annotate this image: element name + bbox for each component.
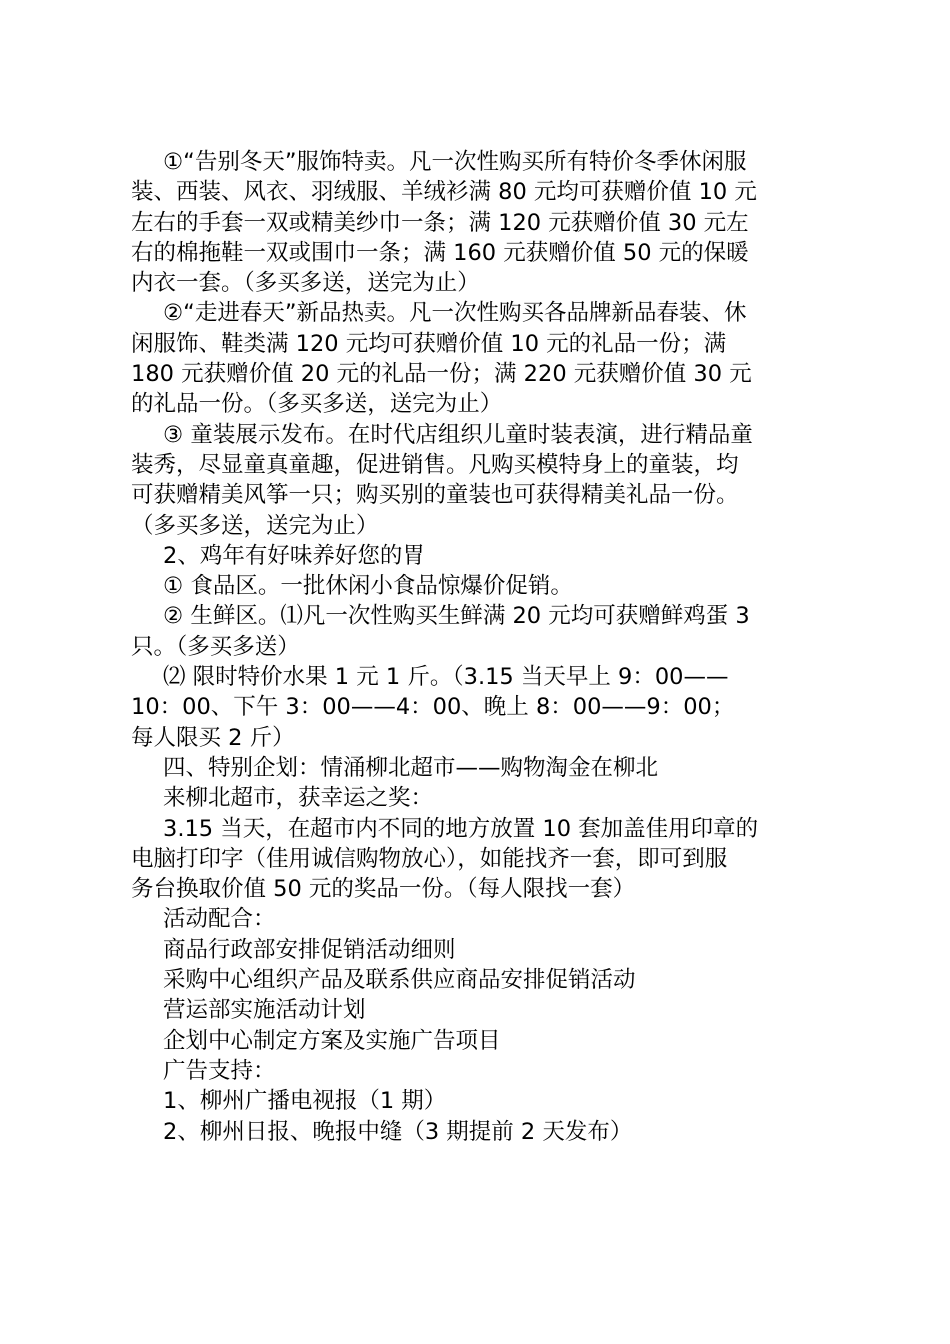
- lucky-detail-paragraph: [131, 814, 831, 905]
- ad-support-item: 2、柳州日报、晚报中缝（3 期提前 2 天发布）: [163, 1118, 633, 1145]
- text-line: （多买多送，送完为止）: [131, 512, 379, 539]
- fresh-area-paragraph: [131, 601, 831, 662]
- promo-kids-paragraph: [131, 420, 831, 541]
- text-line: 10：00、下午 3：00——4：00、晚上 8：00——9：00；: [131, 694, 735, 721]
- ad-support-item: 1、柳州广播电视报（1 期）: [163, 1088, 447, 1115]
- text-line: ①“告别冬天”服饰特卖。凡一次性购买所有特价冬季休闲服: [163, 149, 747, 175]
- text-line: 务台换取价值 50 元的奖品一份。（每人限找一套）: [131, 876, 636, 903]
- text-line: 180 元获赠价值 20 元的礼品一份；满 220 元获赠价值 30 元: [131, 361, 752, 388]
- document-page: [131, 147, 831, 1147]
- text-line: 装秀，尽显童真童趣，促进销售。凡购买模特身上的童装，均: [131, 451, 739, 478]
- section-heading: 2、鸡年有好味养好您的胃: [163, 542, 425, 569]
- promo-winter-paragraph: [131, 147, 831, 298]
- text-line: 每人限买 2 斤）: [131, 724, 295, 751]
- text-line: ② 生鲜区。⑴凡一次性购买生鲜满 20 元均可获赠鲜鸡蛋 3: [163, 603, 750, 630]
- ad-support-heading: 广告支持：: [163, 1057, 276, 1084]
- section-heading: 四、特别企划：情涌柳北超市——购物淘金在柳北: [163, 754, 659, 781]
- lucky-intro: 来柳北超市，获幸运之奖：: [163, 785, 434, 812]
- text-line: 内衣一套。（多买多送，送完为止）: [131, 270, 480, 297]
- text-line: 可获赠精美风筝一只；购买别的童装也可获得精美礼品一份。: [131, 482, 739, 509]
- cooperation-heading: 活动配合：: [163, 906, 276, 933]
- text-line: ⑵ 限时特价水果 1 元 1 斤。（3.15 当天早上 9：00——: [163, 664, 729, 691]
- text-line: 电脑打印字（佳用诚信购物放心），如能找齐一套，即可到服: [131, 845, 728, 872]
- food-area-paragraph: ① 食品区。一批休闲小食品惊爆价促销。: [163, 573, 573, 600]
- cooperation-item: 营运部实施活动计划: [163, 997, 366, 1024]
- cooperation-item: 商品行政部安排促销活动细则: [163, 936, 456, 963]
- cooperation-item: 采购中心组织产品及联系供应商品安排促销活动: [163, 967, 636, 994]
- fruit-special-paragraph: [131, 662, 831, 753]
- text-line: 右的棉拖鞋一双或围巾一条；满 160 元获赠价值 50 元的保暖: [131, 239, 749, 266]
- text-line: ③ 童装展示发布。在时代店组织儿童时装表演，进行精品童: [163, 421, 753, 448]
- text-line: 的礼品一份。（多买多送，送完为止）: [131, 391, 503, 418]
- promo-spring-paragraph: [131, 298, 831, 419]
- text-line: 3.15 当天，在超市内不同的地方放置 10 套加盖佳用印章的: [163, 815, 759, 842]
- text-line: 闲服饰、鞋类满 120 元均可获赠价值 10 元的礼品一份；满: [131, 330, 727, 357]
- text-line: ②“走进春天”新品热卖。凡一次性购买各品牌新品春装、休: [163, 300, 747, 327]
- text-line: 装、西装、风衣、羽绒服、羊绒衫满 80 元均可获赠价值 10 元: [131, 179, 757, 206]
- text-line: 左右的手套一双或精美纱巾一条；满 120 元获赠价值 30 元左: [131, 209, 749, 236]
- text-line: 只。（多买多送）: [131, 633, 300, 660]
- cooperation-item: 企划中心制定方案及实施广告项目: [163, 1027, 501, 1054]
